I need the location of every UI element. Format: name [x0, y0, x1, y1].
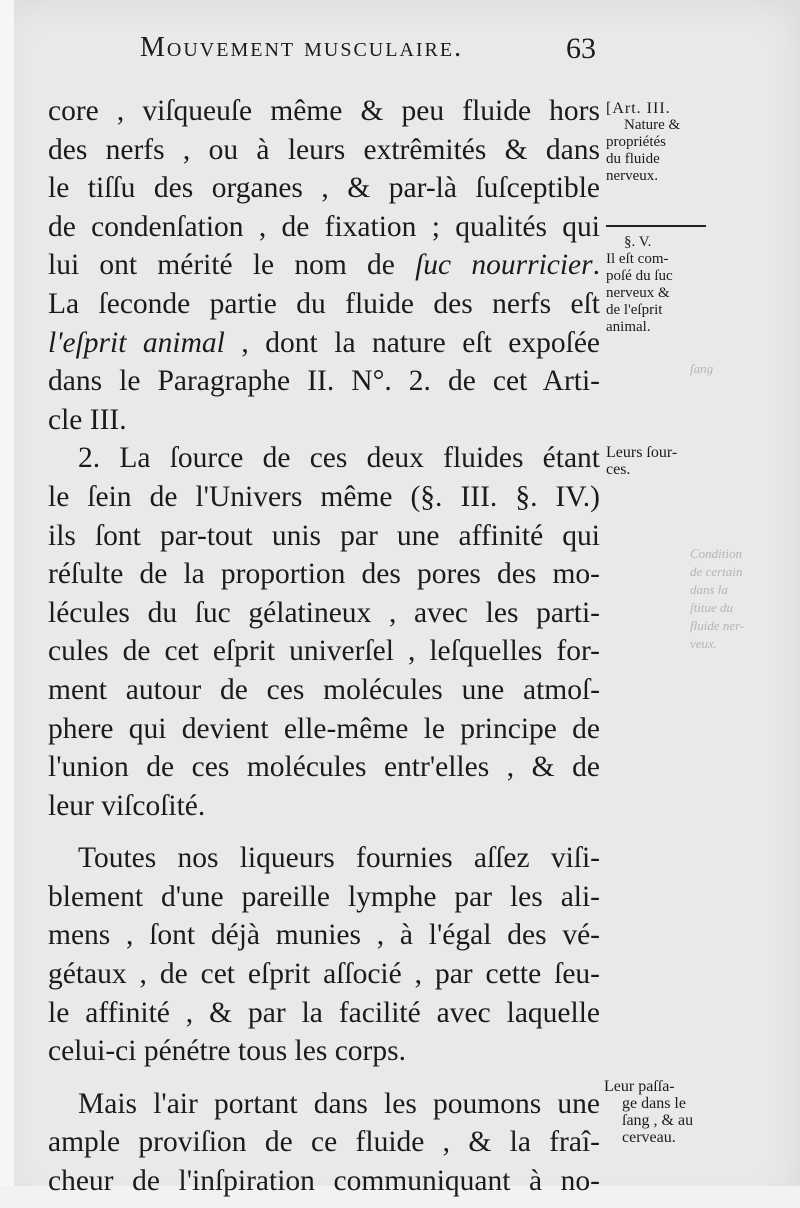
text-line: ils ſont par-tout unis par une affinité qui	[48, 519, 600, 552]
margin-note-article	[606, 100, 710, 185]
text-line	[48, 324, 600, 363]
margin-note-line: §. V.	[624, 234, 652, 250]
text-line: ample proviſion de ce fluide , & la fraî-	[48, 1126, 600, 1159]
margin-note-line: ge dans le	[622, 1095, 686, 1112]
text-line: 2. La ſource de ces deux fluides étant	[78, 442, 600, 475]
text-line: ment autour de ces molécules une atmoſ-	[48, 673, 600, 706]
page-number: 63	[566, 32, 596, 65]
text-line: gétaux , de cet eſprit aſſocié , par cette ſeu-	[48, 958, 600, 991]
text-line	[48, 246, 600, 285]
text-line: blement d'une pareille lymphe par les ali-	[48, 880, 600, 913]
margin-note-sources	[606, 444, 710, 478]
text-line: celui-ci pénétre tous les corps.	[48, 1035, 406, 1068]
text-line: le affinité , & par la facilité avec laquelle	[48, 996, 600, 1029]
margin-note-line: ces.	[606, 461, 631, 478]
margin-note-line: Nature &	[624, 117, 681, 133]
bleed-through-line: veux.	[690, 636, 718, 651]
text-segment: lui ont mérité le nom de	[48, 249, 416, 282]
margin-note-line: de l'eſprit	[606, 302, 663, 318]
text-line: leur viſcoſité.	[48, 789, 206, 822]
text-line: Toutes nos liqueurs fournies aſſez viſi-	[78, 842, 600, 875]
text-line: des nerfs , ou à leurs extrêmités & dans	[48, 133, 600, 166]
margin-note-line: Leurs ſour-	[606, 444, 678, 461]
bleed-through-line: ſtitue du	[690, 600, 733, 615]
text-line: lécules du ſuc gélatineux , avec les parti-	[48, 596, 600, 629]
text-line: Mais l'air portant dans les poumons une	[78, 1087, 600, 1120]
margin-note-line: animal.	[606, 319, 651, 335]
margin-note-line: [Art. III.	[606, 100, 671, 117]
margin-note-line: Il eſt com-	[606, 251, 669, 267]
bleed-through-line: Condition	[690, 546, 743, 561]
text-line: l'union de ces molécules entr'elles , & de	[48, 751, 600, 784]
page-edge	[0, 0, 14, 1208]
text-line: cheur de l'inſpiration communiquant à no-	[48, 1165, 600, 1198]
bleed-through-line: ſang	[690, 361, 714, 376]
margin-note-line: Leur paſſa-	[604, 1078, 675, 1095]
margin-note-line: du fluide	[606, 151, 660, 167]
margin-note-section	[606, 234, 710, 336]
paragraph-gap	[48, 825, 600, 839]
italic-term: ſuc nourricier	[415, 249, 593, 282]
text-segment: , dont la nature eſt expoſée	[224, 326, 601, 359]
text-line: de condenſation , de fixation ; qualités qui	[48, 210, 600, 243]
text-segment: .	[592, 249, 600, 282]
bleed-through-line: dans la	[690, 582, 728, 597]
text-line: cle III.	[48, 403, 127, 436]
running-head: Mouvement musculaire.	[140, 32, 464, 63]
text-line: La ſeconde partie du fluide des nerfs eſt	[48, 287, 600, 320]
text-line: mens , ſont déjà munies , à l'égal des vé-	[48, 919, 600, 952]
bleed-through-text	[690, 360, 790, 378]
text-line: le tiſſu des organes , & par-là ſuſceptible	[48, 172, 600, 205]
paragraph-gap	[48, 1071, 600, 1085]
margin-note-line: nerveux.	[606, 168, 659, 184]
text-line: le ſein de l'Univers même (§. III. §. IV.)	[48, 480, 600, 513]
bleed-through-line: de certain	[690, 564, 743, 579]
bleed-through-line: fluide ner-	[690, 618, 745, 633]
text-line: cules de cet eſprit univerſel , leſquelles for-	[48, 635, 600, 668]
margin-rule	[606, 225, 706, 227]
margin-note-line: cerveau.	[622, 1129, 676, 1146]
text-line: core , viſqueuſe même & peu fluide hors	[48, 95, 600, 127]
margin-note-line: propriétés	[606, 134, 666, 150]
text-line: dans le Paragraphe II. N°. 2. de cet Arti-	[48, 365, 600, 398]
margin-note-line: ſang , & au	[622, 1112, 694, 1129]
italic-term: l'eſprit animal	[48, 326, 225, 359]
margin-note-blood	[604, 1078, 712, 1146]
bleed-through-text	[690, 545, 790, 653]
text-line: réſulte de la proportion des pores des mo-	[48, 558, 600, 591]
text-line: phere qui devient elle-même le principe de	[48, 712, 600, 745]
main-text	[48, 92, 600, 1201]
margin-note-line: poſé du ſuc	[606, 268, 673, 284]
margin-note-line: nerveux &	[606, 285, 670, 301]
